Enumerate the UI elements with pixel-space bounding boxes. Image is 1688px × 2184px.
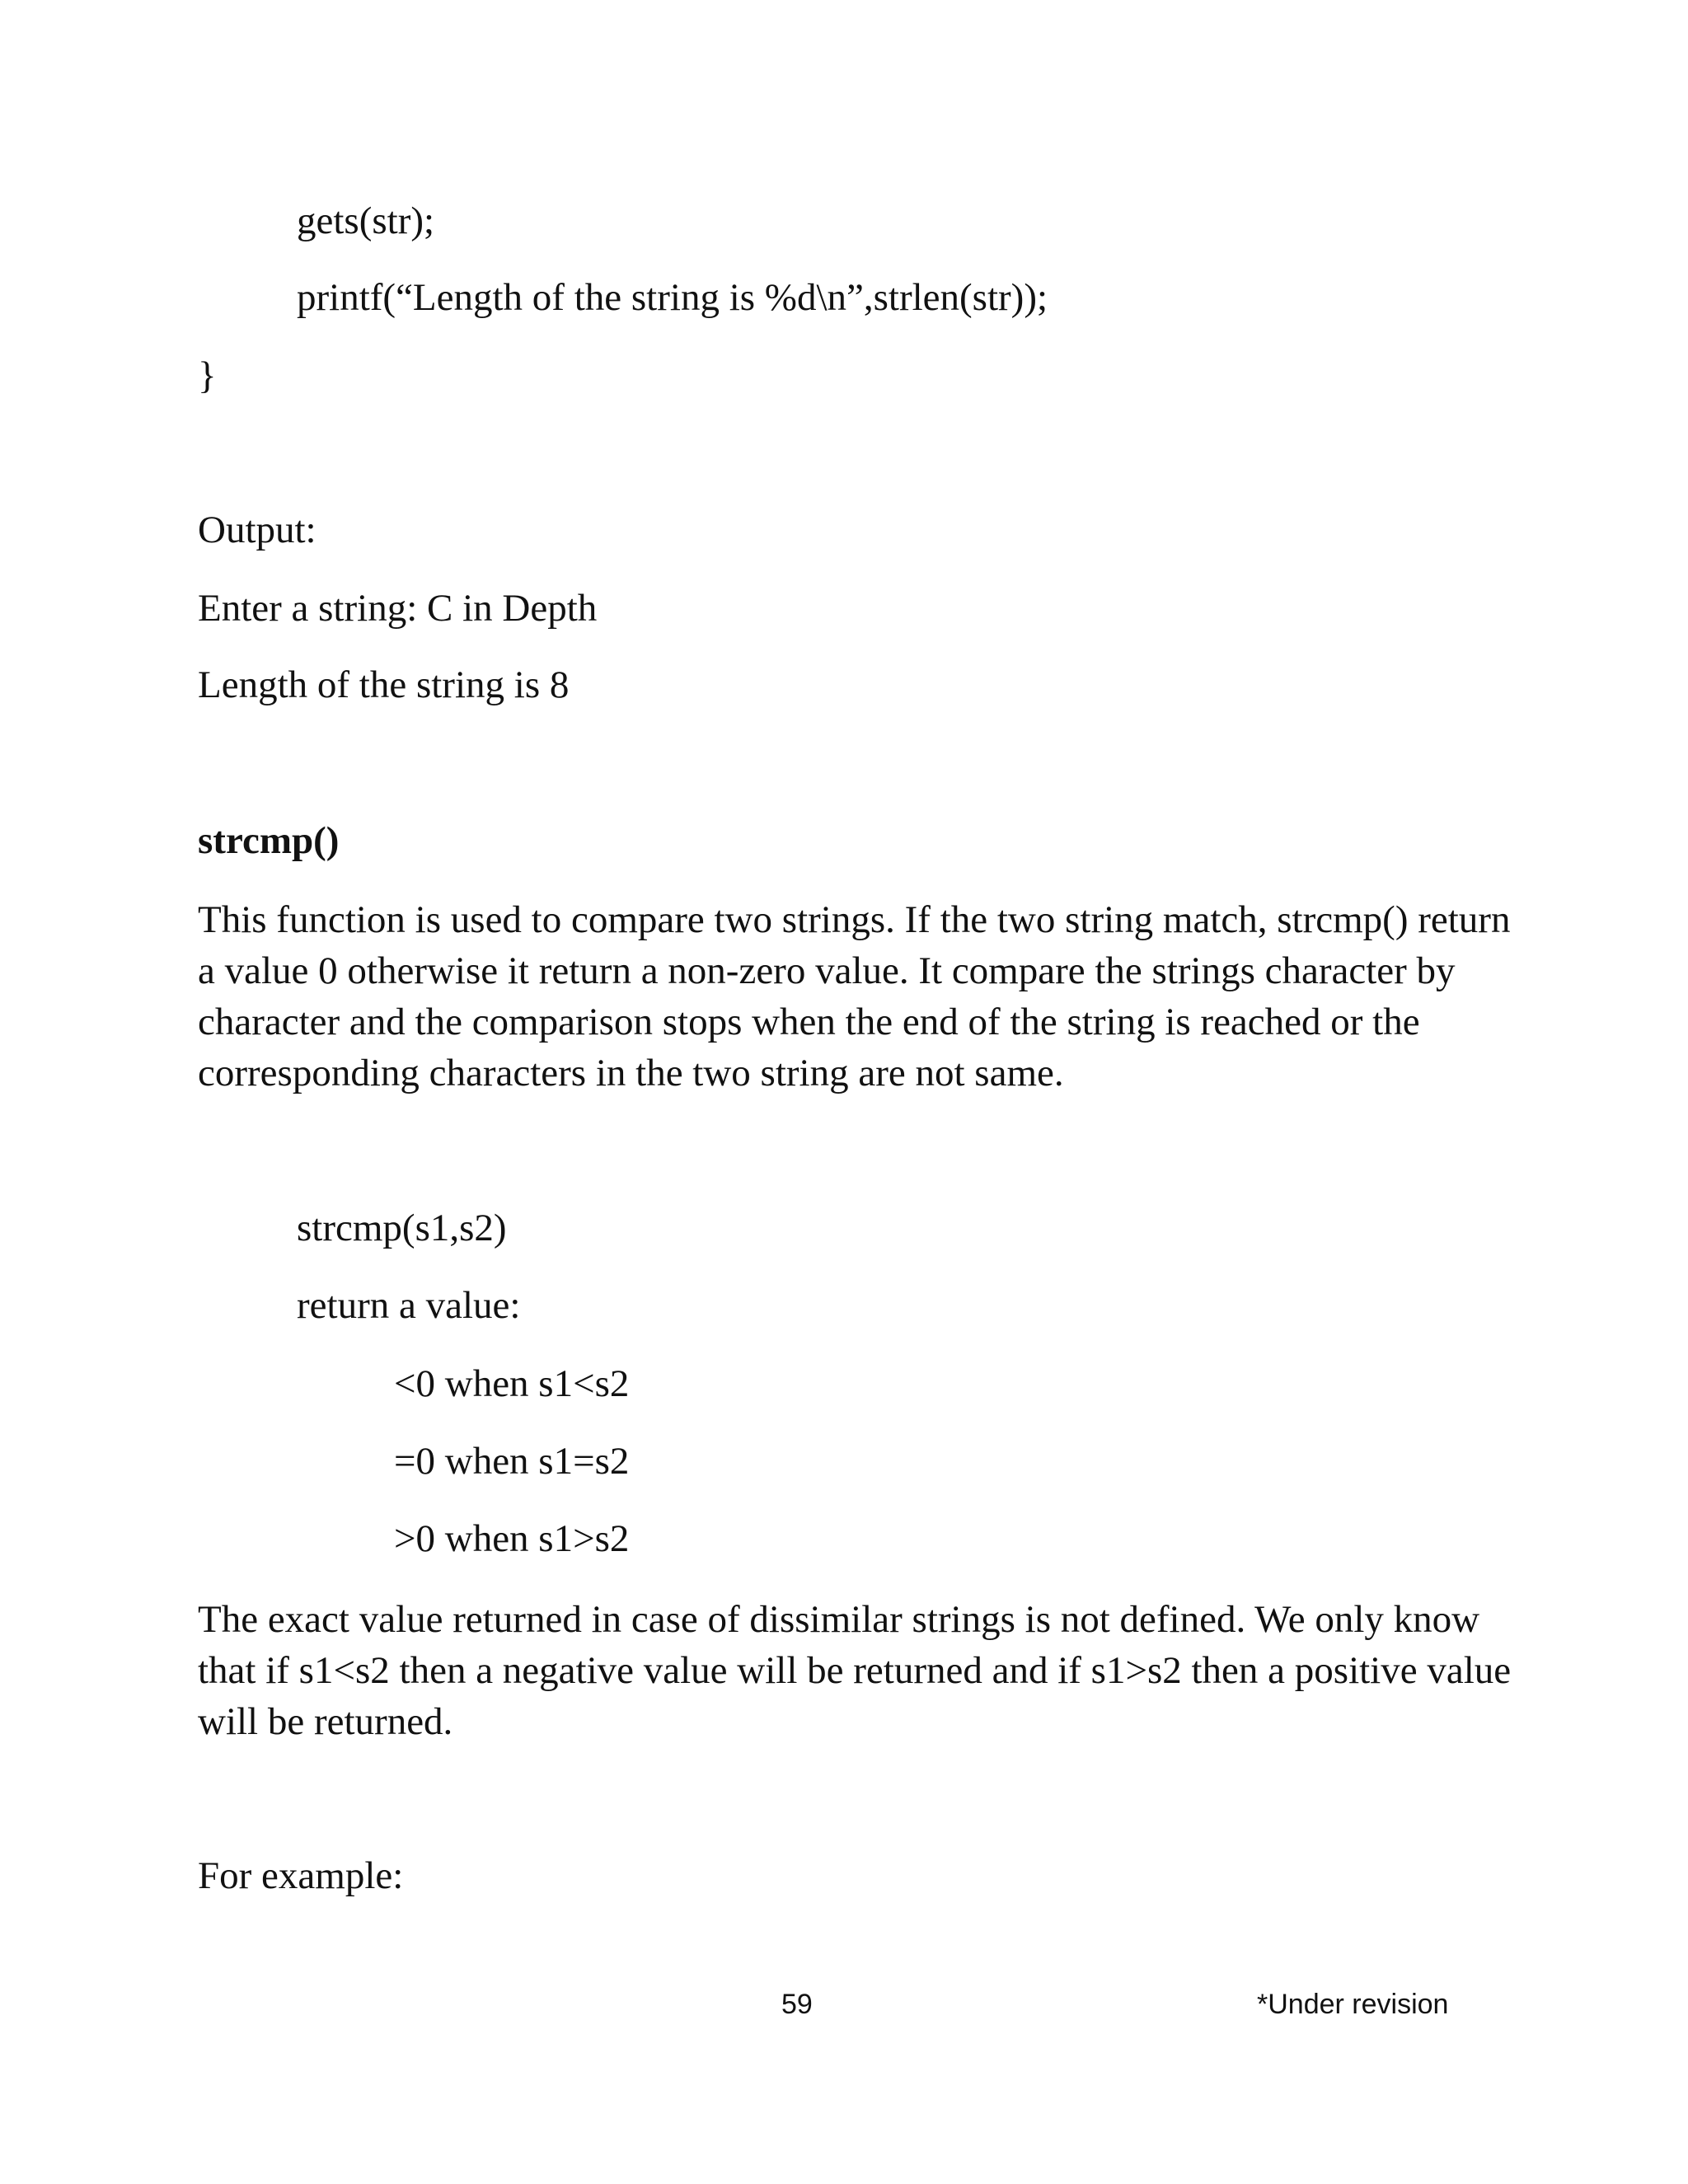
strcmp-description: This function is used to compare two strings. If the two string match, strcmp() return a value 0 otherwise it return a non-zero value. It compare the strings character by character and the comparison stops when the end of the string is reached or the corresponding characters in the two string are not same. xyxy=(198,898,1511,1094)
revision-note: *Under revision xyxy=(1257,1989,1449,2020)
example-label: For example: xyxy=(198,1854,404,1897)
return-value-greater: >0 when s1>s2 xyxy=(394,1517,630,1560)
code-closing-brace: } xyxy=(198,354,217,397)
page-number: 59 xyxy=(781,1989,813,2020)
section-heading-strcmp: strcmp() xyxy=(198,819,340,862)
output-line-result: Length of the string is 8 xyxy=(198,663,570,706)
code-line-printf: printf(“Length of the string is %d\n”,strlen(str)); xyxy=(297,276,1048,319)
return-value-equal: =0 when s1=s2 xyxy=(394,1440,630,1483)
strcmp-syntax: strcmp(s1,s2) xyxy=(297,1207,507,1249)
code-line-gets: gets(str); xyxy=(297,199,435,242)
return-value-less: <0 when s1<s2 xyxy=(394,1362,630,1405)
returns-label: return a value: xyxy=(297,1284,521,1327)
output-label: Output: xyxy=(198,509,316,551)
output-line-input: Enter a string: C in Depth xyxy=(198,587,598,630)
strcmp-note: The exact value returned in case of dissimilar strings is not defined. We only know that if s1<s2 then a negative value will be returned and if s1>s2 then a positive value will be returned. xyxy=(198,1598,1512,1743)
